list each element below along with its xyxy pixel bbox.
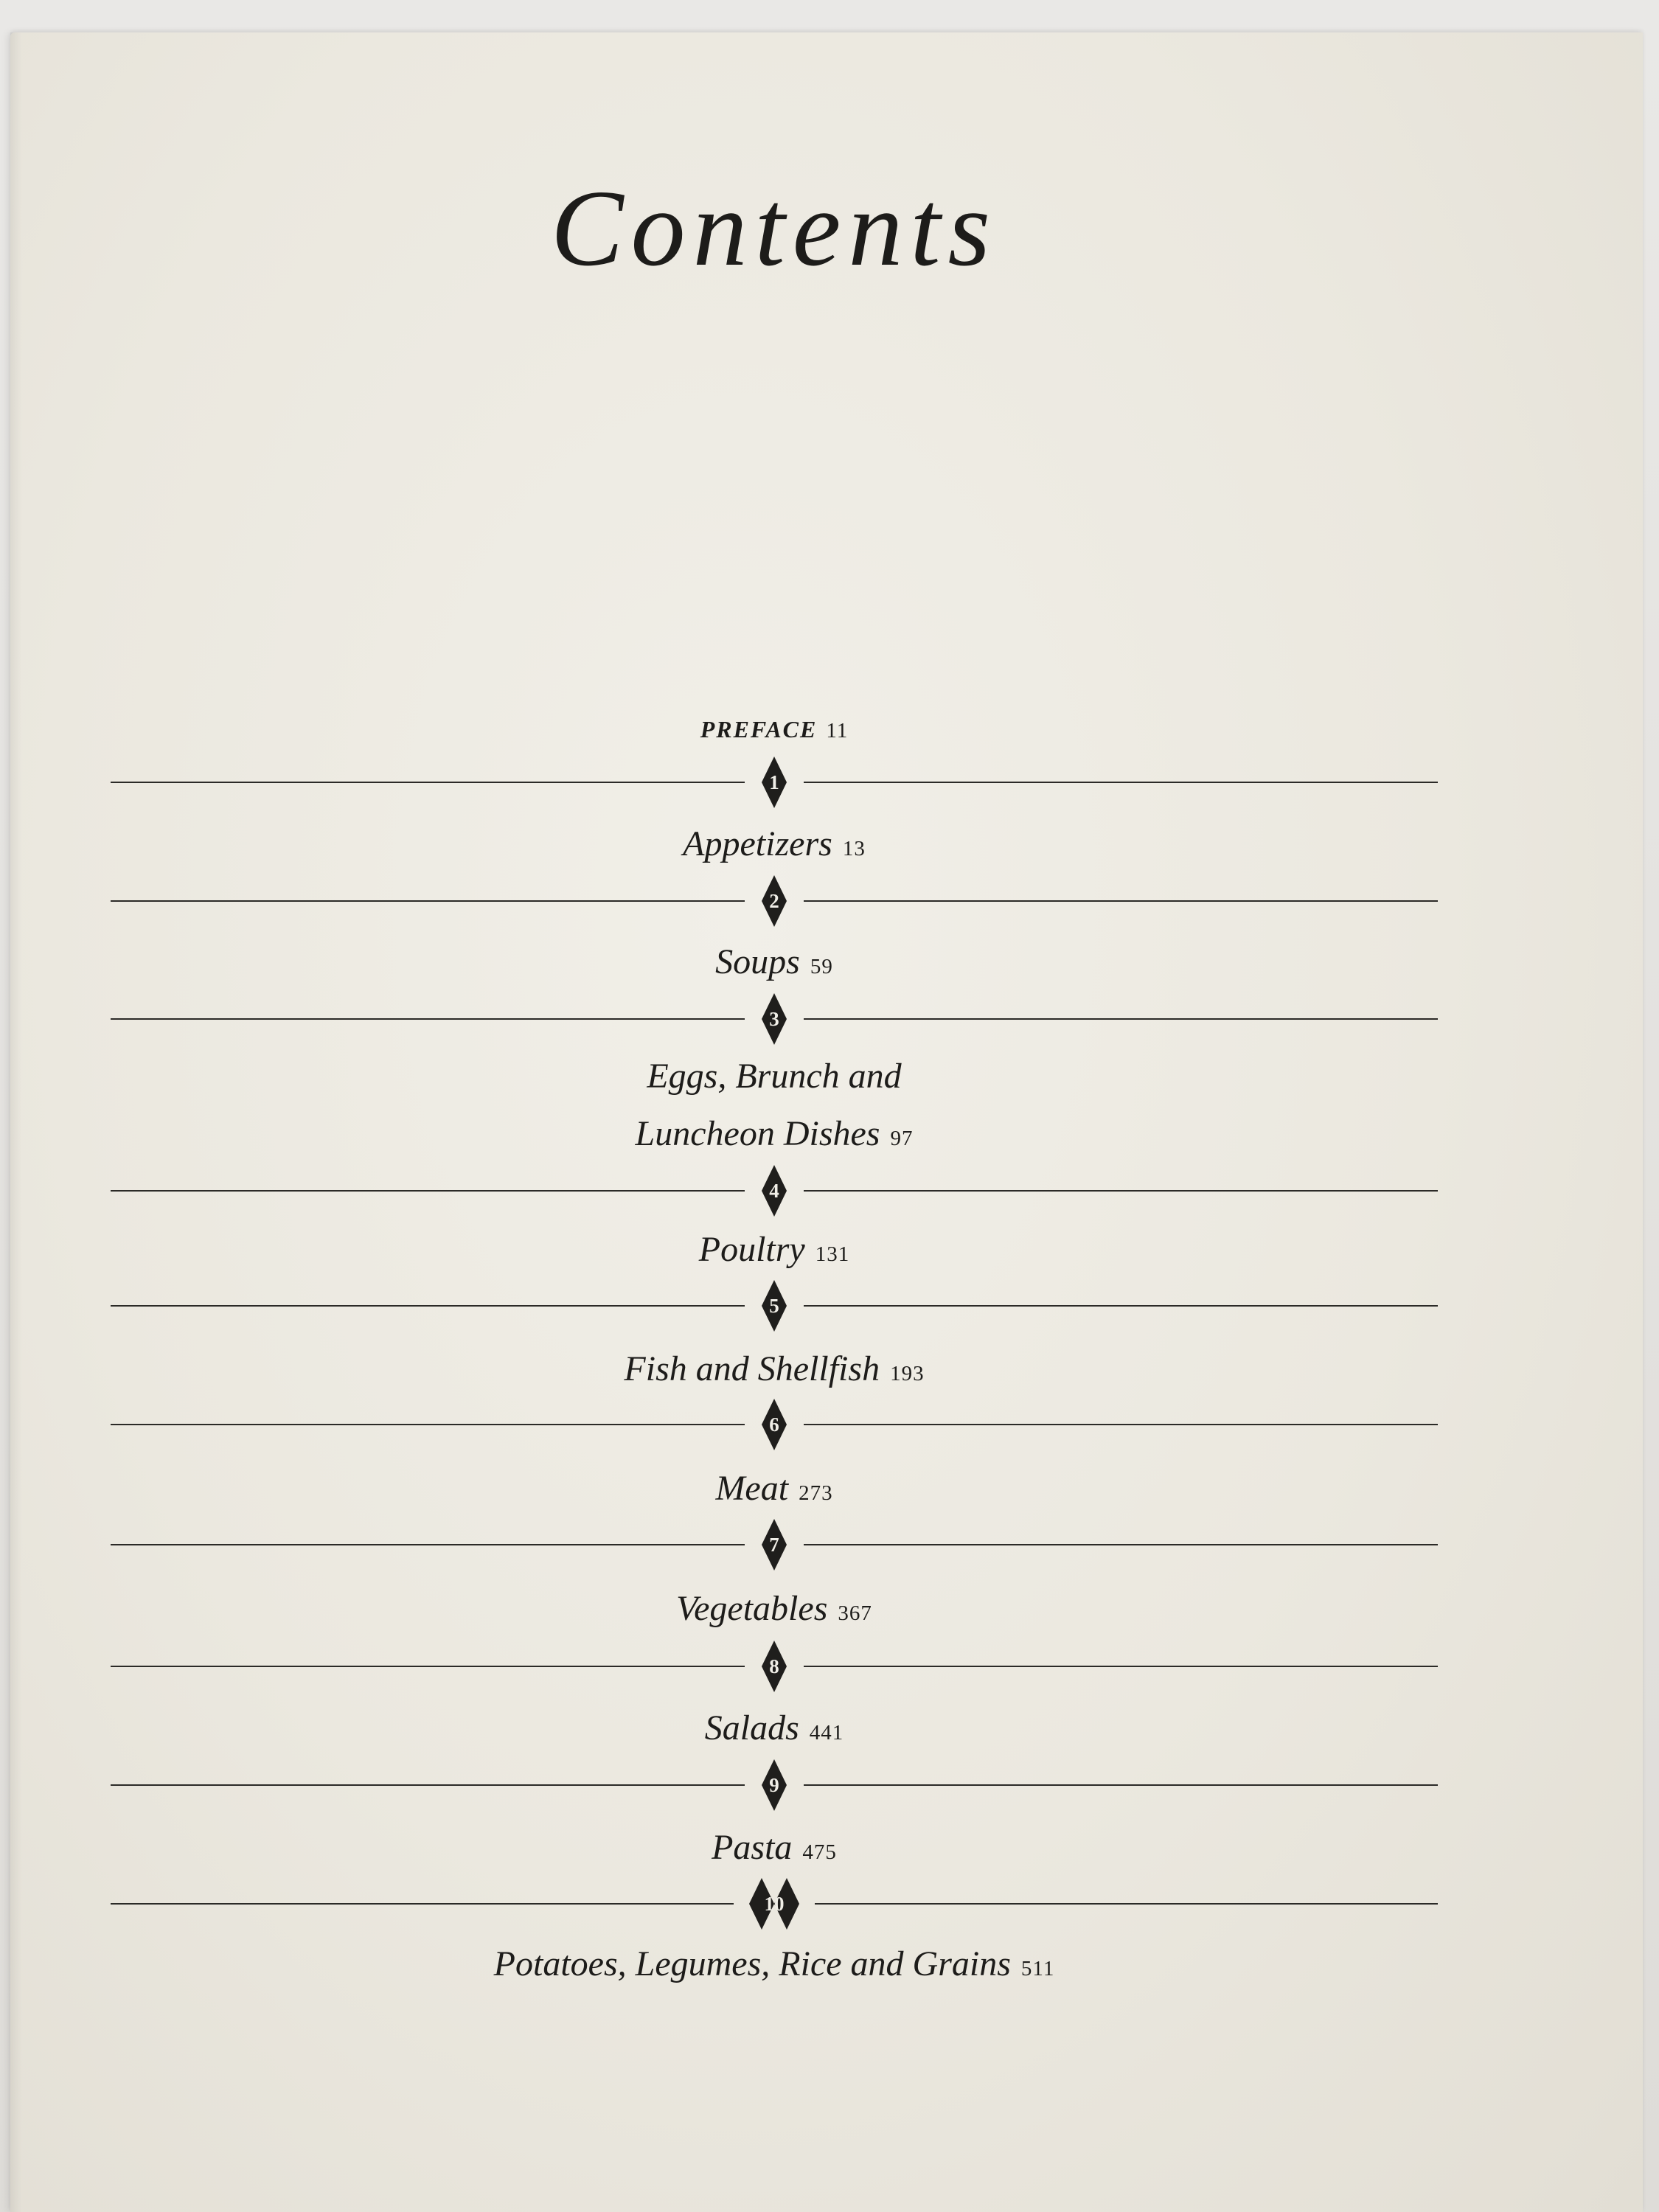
chapter-number: 8 xyxy=(769,1655,779,1677)
divider-rule xyxy=(111,1666,745,1667)
toc-entry-title: Poultry xyxy=(698,1230,805,1269)
chapter-number: 7 xyxy=(769,1534,779,1556)
toc-entry-page: 475 xyxy=(802,1840,837,1864)
chapter-number: 6 xyxy=(769,1413,779,1436)
toc-entry-page: 367 xyxy=(838,1601,872,1625)
chapter-number: 9 xyxy=(769,1774,779,1796)
toc-entry-title: Fish and Shellfish xyxy=(624,1349,880,1388)
divider-rule xyxy=(111,1544,745,1545)
toc-entry xyxy=(0,1340,1548,1406)
chapter-divider xyxy=(111,1878,1438,1930)
chapter-divider xyxy=(111,757,1438,808)
toc-entry-title-line1: Eggs, Brunch and xyxy=(647,1057,902,1096)
toc-entry-page: 59 xyxy=(810,955,833,978)
chapter-divider xyxy=(111,1165,1438,1217)
divider-rule xyxy=(804,1784,1438,1786)
toc-entry xyxy=(0,1580,1548,1646)
chapter-number: 2 xyxy=(769,890,779,912)
toc-entry xyxy=(0,1460,1548,1526)
toc-entry xyxy=(0,933,1548,999)
toc-entry-page: 131 xyxy=(815,1242,850,1266)
toc-entry-title: Meat xyxy=(715,1469,789,1508)
toc-entry xyxy=(0,1935,1548,2001)
divider-rule xyxy=(111,1018,745,1020)
chapter-divider xyxy=(111,1399,1438,1450)
chapter-divider xyxy=(111,1641,1438,1692)
toc-entry-title: Pasta xyxy=(712,1828,793,1867)
chapter-number: 3 xyxy=(769,1008,779,1030)
divider-rule xyxy=(111,900,745,902)
toc-entry-page: 13 xyxy=(842,837,866,860)
chapter-divider xyxy=(111,875,1438,927)
toc-entry-title-line2: Luncheon Dishes xyxy=(635,1114,880,1153)
toc-entry-page: 193 xyxy=(890,1362,925,1385)
divider-rule xyxy=(111,782,745,783)
toc-entry-page: 273 xyxy=(799,1481,833,1505)
toc-entry-page: 11 xyxy=(826,719,849,742)
toc-entry-line1 xyxy=(0,1048,1548,1113)
chapter-number: 4 xyxy=(769,1180,779,1202)
divider-rule xyxy=(804,782,1438,783)
toc-entry-title: Potatoes, Legumes, Rice and Grains xyxy=(493,1944,1011,1983)
toc-entry xyxy=(0,815,1548,881)
divider-rule xyxy=(111,1305,745,1307)
toc-entry-page: 511 xyxy=(1020,1957,1055,1980)
divider-rule xyxy=(804,1666,1438,1667)
toc-entry xyxy=(0,1221,1548,1287)
divider-rule xyxy=(815,1903,1438,1905)
toc-entry-title: Salads xyxy=(704,1708,799,1747)
toc-entry xyxy=(0,1700,1548,1765)
toc-entry-preface xyxy=(0,700,1548,763)
divider-rule xyxy=(804,1018,1438,1020)
chapter-number: 1 xyxy=(769,771,779,793)
chapter-number: 5 xyxy=(769,1295,779,1317)
toc-entry-title: Appetizers xyxy=(683,824,832,863)
chapter-divider xyxy=(111,1280,1438,1332)
divider-rule xyxy=(111,1424,745,1425)
toc-entry-label: PREFACE xyxy=(700,716,818,742)
chapter-divider xyxy=(111,1519,1438,1571)
toc-entry-title: Soups xyxy=(715,942,800,981)
page-title: Contents xyxy=(550,168,998,289)
chapter-divider xyxy=(111,1759,1438,1811)
toc-entry xyxy=(0,1819,1548,1885)
toc-entry-page: 97 xyxy=(890,1127,914,1150)
divider-rule xyxy=(111,1784,745,1786)
divider-rule xyxy=(111,1903,734,1905)
toc-entry-title: Vegetables xyxy=(676,1589,828,1628)
divider-rule xyxy=(111,1190,745,1192)
toc-entry-page: 441 xyxy=(809,1721,844,1745)
chapter-number: 10 xyxy=(764,1893,785,1915)
divider-rule xyxy=(804,1544,1438,1545)
divider-rule xyxy=(804,1424,1438,1425)
divider-rule xyxy=(804,1190,1438,1192)
divider-rule xyxy=(804,1305,1438,1307)
toc-entry-line2 xyxy=(0,1105,1548,1171)
chapter-divider xyxy=(111,993,1438,1045)
divider-rule xyxy=(804,900,1438,902)
